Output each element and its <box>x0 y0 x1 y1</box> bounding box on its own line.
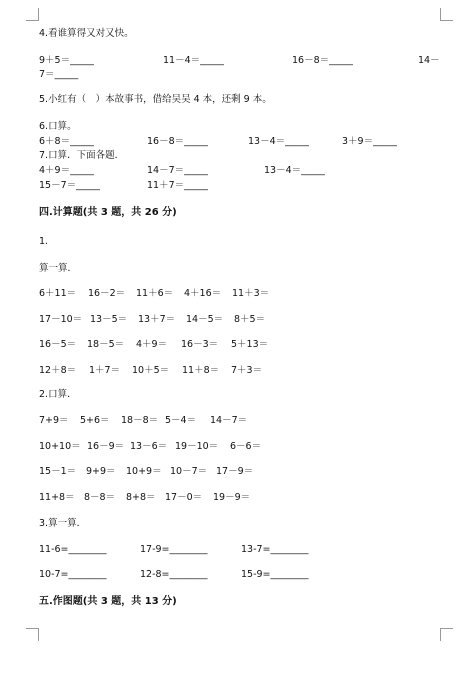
math-problem: 7+9＝ <box>39 415 69 426</box>
math-problem: 17-9=________ <box>140 544 208 555</box>
question-4-title: 4.看谁算得又对又快。 <box>39 28 134 39</box>
page-corner-mark <box>440 628 453 641</box>
math-problem: 10+10＝ <box>39 441 81 452</box>
math-problem: 14－ <box>418 55 440 66</box>
math-problem: 13－4＝_____ <box>248 136 309 147</box>
math-problem: 10－7＝ <box>170 466 208 477</box>
math-problem: 14－7＝_____ <box>147 165 208 176</box>
math-problem: 10＋5＝ <box>132 365 170 376</box>
math-problem: 6＋11＝ <box>39 288 77 299</box>
question-7-title: 7.口算．下面各题． <box>39 150 125 161</box>
math-problem: 4＋9＝_____ <box>39 165 94 176</box>
math-problem: 8－8＝ <box>84 492 116 503</box>
math-problem: 4＋16＝ <box>184 288 222 299</box>
math-problem: 10+9＝ <box>126 466 162 477</box>
part-1-number: 1. <box>39 236 49 247</box>
part-2-title: 2.口算． <box>39 389 77 400</box>
math-problem: 3＋9＝_____ <box>342 136 397 147</box>
math-problem: 17－10＝ <box>39 314 83 325</box>
math-problem: 18－5＝ <box>87 339 125 350</box>
part-1-title: 算一算． <box>39 263 78 274</box>
math-problem: 7＝_____ <box>39 69 79 80</box>
question-6-title: 6.口算。 <box>39 121 77 132</box>
math-problem: 15－1＝ <box>39 466 77 477</box>
math-problem: 10-7=________ <box>39 569 107 580</box>
part-3-title: 3.算一算． <box>39 518 87 529</box>
math-problem: 19－10＝ <box>175 441 219 452</box>
math-problem: 11+8＝ <box>39 492 75 503</box>
math-problem: 5－4＝ <box>165 415 197 426</box>
question-5: 5.小红有（ ）本故事书，借给吴吴 4 本，还剩 9 本。 <box>39 94 272 105</box>
math-problem: 9+9＝ <box>86 466 116 477</box>
math-problem: 18－8＝ <box>121 415 159 426</box>
math-problem: 16－8＝_____ <box>292 55 353 66</box>
math-problem: 6－6＝ <box>230 441 262 452</box>
math-problem: 17－9＝ <box>216 466 254 477</box>
page-corner-mark <box>26 8 39 21</box>
math-problem: 17－0＝ <box>165 492 203 503</box>
math-problem: 9＋5＝_____ <box>39 55 94 66</box>
math-problem: 11＋7＝_____ <box>147 180 208 191</box>
math-problem: 8＋5＝ <box>234 314 266 325</box>
math-problem: 5+6＝ <box>80 415 110 426</box>
math-problem: 11＋3＝ <box>232 288 270 299</box>
math-problem: 13-7=________ <box>241 544 309 555</box>
math-problem: 15-9=________ <box>241 569 309 580</box>
math-problem: 12＋8＝ <box>39 365 77 376</box>
section-5-heading: 五.作图题(共 3 题，共 13 分) <box>39 596 177 607</box>
math-problem: 11＋8＝ <box>182 365 220 376</box>
math-problem: 11－4＝_____ <box>163 55 224 66</box>
math-problem: 12-8=________ <box>140 569 208 580</box>
math-problem: 5＋13＝ <box>231 339 269 350</box>
math-problem: 8+8＝ <box>126 492 156 503</box>
math-problem: 13－6＝ <box>130 441 168 452</box>
math-problem: 15－7＝_____ <box>39 180 100 191</box>
math-problem: 16－9＝ <box>87 441 125 452</box>
math-problem: 16－8＝_____ <box>147 136 208 147</box>
math-problem: 19－9＝ <box>213 492 251 503</box>
math-problem: 1＋7＝ <box>89 365 121 376</box>
page-corner-mark <box>26 628 39 641</box>
math-problem: 16－2＝ <box>88 288 126 299</box>
page-corner-mark <box>440 8 453 21</box>
math-problem: 4＋9＝ <box>136 339 168 350</box>
math-problem: 11-6=________ <box>39 544 107 555</box>
math-problem: 14－7＝ <box>210 415 248 426</box>
math-problem: 13＋7＝ <box>138 314 176 325</box>
math-problem: 16－3＝ <box>181 339 219 350</box>
math-problem: 16－5＝ <box>39 339 77 350</box>
section-4-heading: 四.计算题(共 3 题，共 26 分) <box>39 207 177 218</box>
math-problem: 13－4＝_____ <box>264 165 325 176</box>
math-problem: 13－5＝ <box>90 314 128 325</box>
math-problem: 6＋8＝_____ <box>39 136 94 147</box>
math-problem: 14－5＝ <box>186 314 224 325</box>
math-problem: 7＋3＝ <box>231 365 263 376</box>
math-problem: 11＋6＝ <box>136 288 174 299</box>
